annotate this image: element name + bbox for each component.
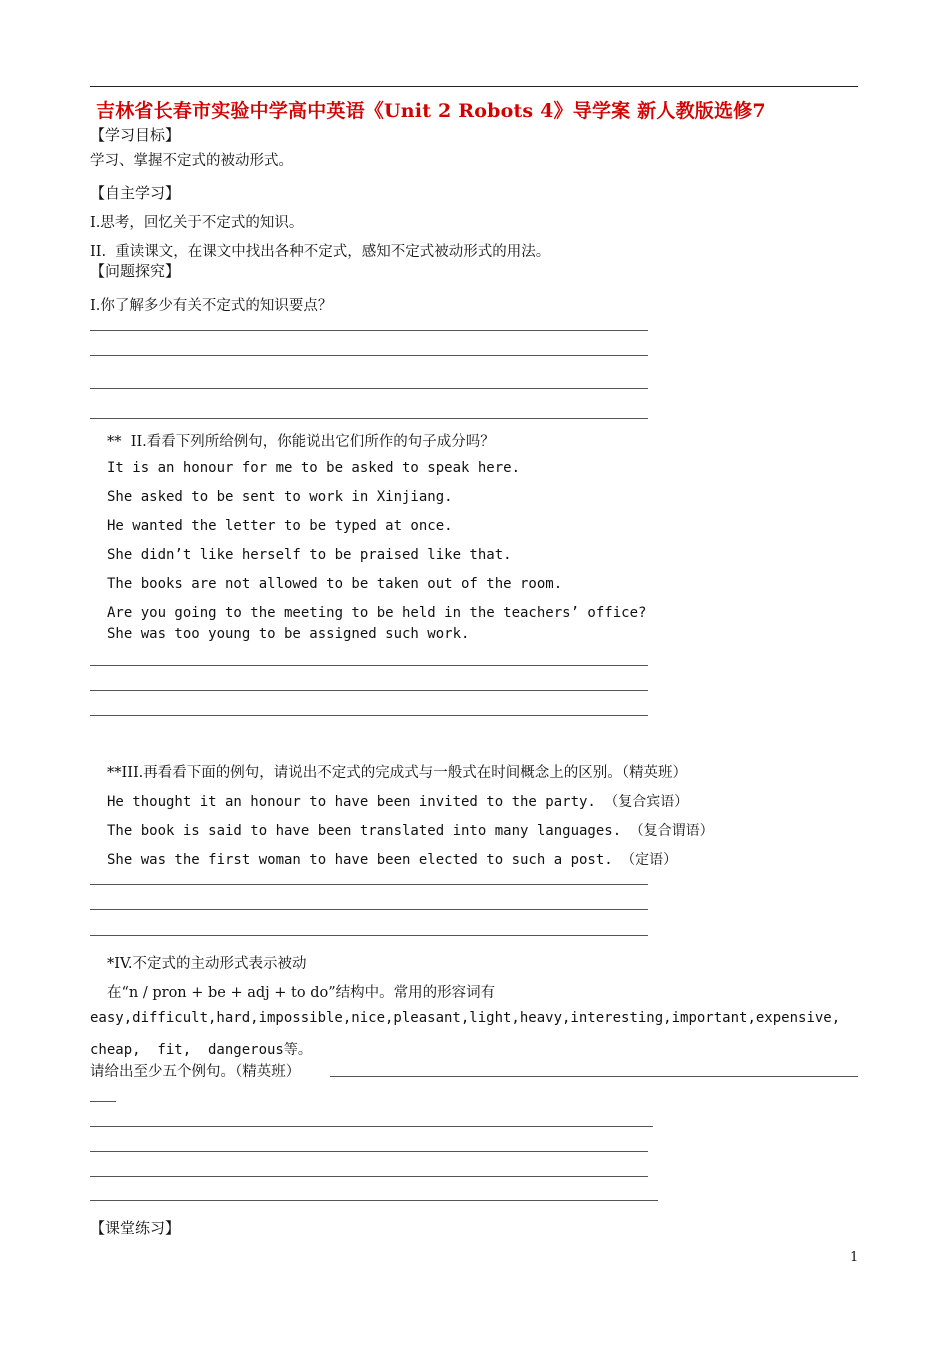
question-4-heading: *IV.不定式的主动形式表示被动 [107,956,307,972]
answer-line [90,388,648,389]
example-sentence: She didn’t like herself to be praised like that. [107,547,512,563]
answer-line [90,715,648,716]
answer-line [90,1176,648,1177]
answer-line [90,690,648,691]
answer-line [90,1126,653,1127]
answer-line [90,330,648,331]
answer-line [90,1151,648,1152]
answer-line [90,935,648,936]
adjective-list: easy,difficult,hard,impossible,nice,pleasant,light,heavy,interesting,important,expensive, [90,1010,841,1026]
answer-line [90,665,648,666]
example-sentence: The books are not allowed to be taken out of the room. [107,576,563,592]
header-rule [90,86,858,87]
section-heading-goals: 【学习目标】 [90,126,181,144]
question-3-heading: **III.再看看下面的例句，请说出不定式的完成式与一般式在时间概念上的区别。（精英班） [107,765,688,781]
answer-line [90,1101,116,1102]
page-title: 吉林省长春市实验中学高中英语《Unit 2 Robots 4》导学案 新人教版选修7 [96,100,766,122]
example-sentence: She asked to be sent to work in Xinjiang. [107,489,453,505]
answer-line [90,1200,658,1201]
example-sentence: The book is said to have been translated into many languages. （复合谓语） [107,823,714,839]
answer-line [90,418,648,419]
answer-line [330,1076,858,1077]
question-2-heading: ** II.看看下列所给例句，你能说出它们所作的句子成分吗？ [107,434,495,450]
question-4-structure: 在“n / pron + be + adj + to do”结构中。常用的形容词有 [107,985,496,1001]
answer-line [90,884,648,885]
example-sentence: He wanted the letter to be typed at once. [107,518,453,534]
question-1: I.你了解多少有关不定式的知识要点？ [90,298,333,314]
section-heading-practice: 【课堂练习】 [90,1219,181,1237]
adjective-list-end: cheap, fit, dangerous等。 [90,1042,312,1058]
answer-line [90,909,648,910]
example-sentence: She was the first woman to have been elected to such a post. （定语） [107,852,678,868]
example-sentence: He thought it an honour to have been invited to the party. （复合宾语） [107,794,689,810]
page-number: 1 [850,1250,859,1265]
self-study-item-1: I.思考，回忆关于不定式的知识。 [90,215,304,231]
question-4-prompt: 请给出至少五个例句。（精英班） [90,1064,301,1080]
example-sentence: Are you going to the meeting to be held in the teachers’ office? [107,605,647,621]
section-heading-explore: 【问题探究】 [90,262,181,280]
goal-text: 学习、掌握不定式的被动形式。 [90,153,293,169]
self-study-item-2: II. 重读课文，在课文中找出各种不定式，感知不定式被动形式的用法。 [90,244,551,260]
section-heading-self-study: 【自主学习】 [90,184,181,202]
example-sentence: She was too young to be assigned such work. [107,626,470,642]
answer-line [90,355,648,356]
example-sentence: It is an honour for me to be asked to speak here. [107,460,521,476]
